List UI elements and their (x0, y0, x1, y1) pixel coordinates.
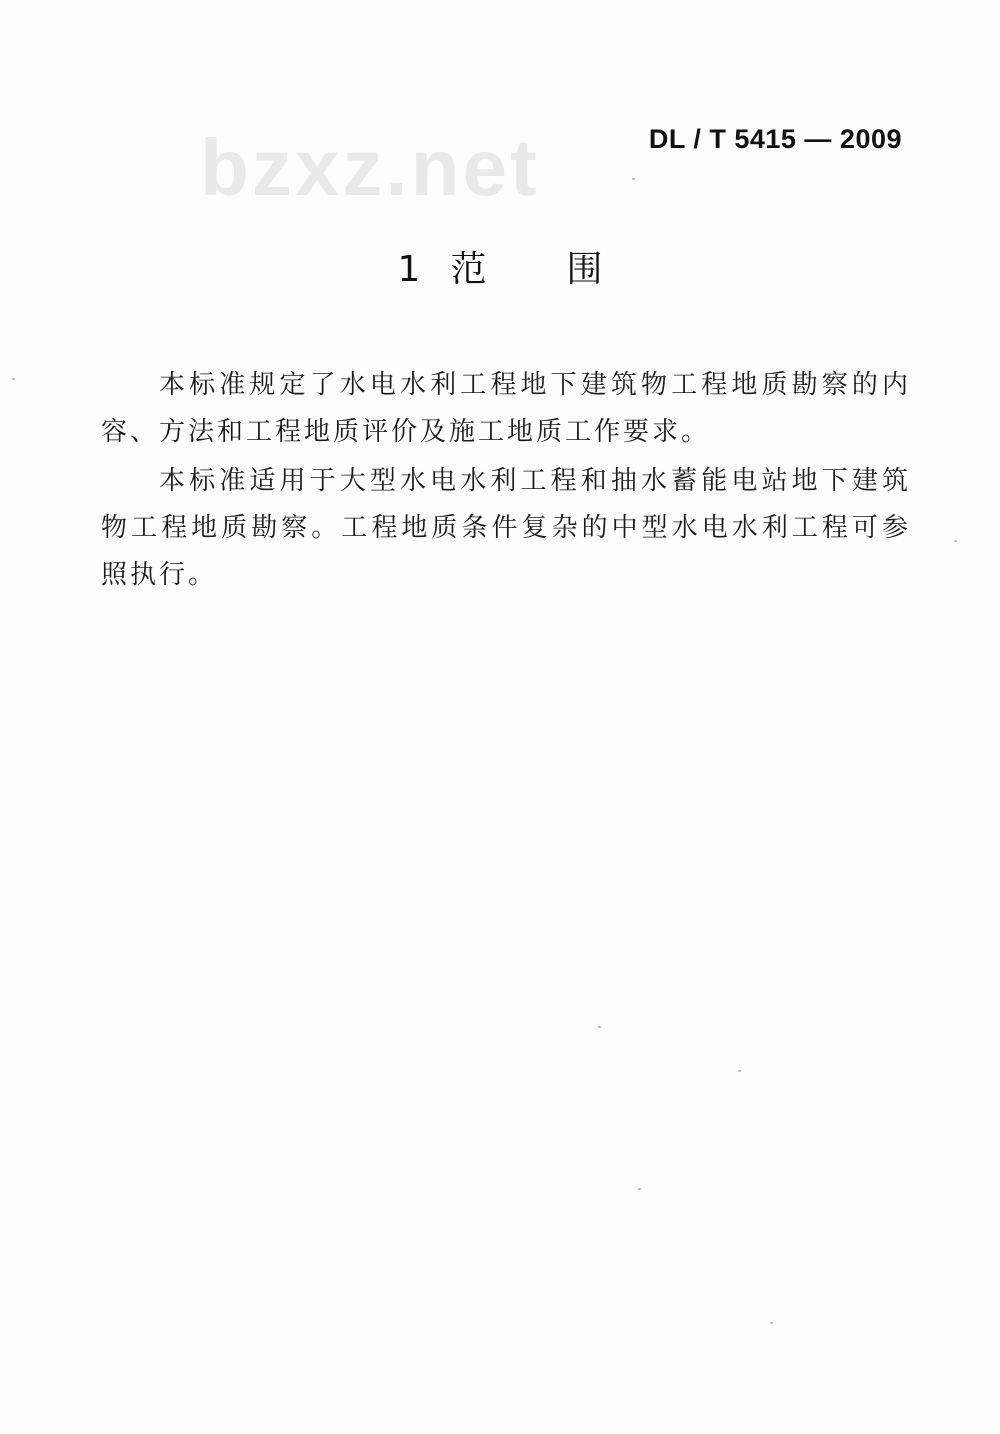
section-number: 1 (397, 249, 421, 290)
standard-number: DL / T 5415 — 2009 (648, 124, 902, 154)
scan-speck (12, 378, 15, 380)
section-body (101, 362, 911, 601)
section-title: 范围 (450, 249, 683, 290)
watermark: bzxz.net (200, 123, 540, 212)
scan-speck (632, 178, 635, 180)
scan-speck (598, 1026, 601, 1028)
scan-speck (770, 1322, 773, 1324)
scan-speck (954, 540, 957, 542)
paragraph-scope-content: 本标准规定了水电水利工程地下建筑物工程地质勘察的内容、方法和工程地质评价及施工地质工作要求。 (101, 370, 911, 447)
section-heading (0, 249, 1000, 290)
scan-speck (638, 1188, 641, 1190)
scan-speck (738, 1070, 741, 1072)
paragraph-scope-applicability: 本标准适用于大型水电水利工程和抽水蓄能电站地下建筑物工程地质勘察。工程地质条件复杂的中型水电水利工程可参照执行。 (101, 466, 911, 590)
